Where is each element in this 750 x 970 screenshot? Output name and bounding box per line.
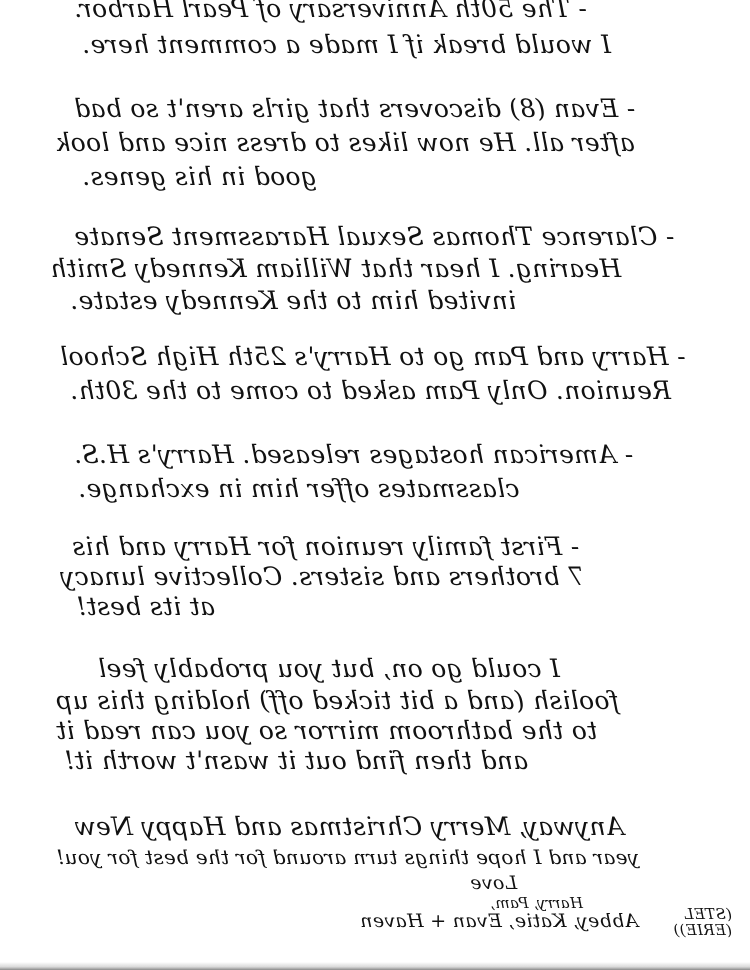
signature-note: (STEL (ERIE)): [673, 905, 732, 939]
closing-line-3: to the bathroom mirror so you can read it: [56, 716, 598, 745]
item-5-line-2: classmates offer him in exchange.: [78, 474, 520, 503]
greeting-line-2: year and I hope things turn around for the best for you!: [56, 845, 640, 869]
closing-line-4: and then find out it wasn't worth it!: [64, 746, 529, 775]
item-6-line-3: at its best!: [76, 592, 216, 621]
item-2-line-1: - Evan (8) discovers that girls aren't so bad: [74, 94, 636, 123]
item-1-line-2: I would break if I made a comment here.: [82, 30, 611, 59]
signature-family: Abbey, Katie, Evan + Haven: [360, 910, 639, 932]
item-4-line-2: Reunion. Only Pam asked to come to the 30th.: [70, 376, 671, 405]
item-4-line-1: - Harry and Pam go to Harry's 25th High School: [60, 342, 686, 371]
item-5-line-1: - American hostages released. Harry's H.S.: [74, 440, 634, 469]
item-2-line-2: after all. He now likes to dress nice and look: [55, 128, 635, 157]
item-3-line-3: invited him to the Kennedy estate.: [70, 286, 517, 315]
greeting-line-1: Anyway, Merry Christmas and Happy New: [74, 812, 624, 841]
item-3-line-2: Hearing. I hear that William Kennedy Smith: [50, 254, 622, 283]
signature-names: Harry, Pam,: [490, 894, 584, 912]
scan-bottom-edge: [0, 962, 750, 970]
closing-line-2: foolish (and a bit ticked off) holding this up: [56, 686, 619, 715]
closing-line-1: I could go on, but you probably feel: [98, 654, 560, 683]
item-3-line-1: - Clarence Thomas Sexual Harassment Senate: [74, 222, 675, 251]
signoff: Love: [470, 872, 518, 894]
item-6-line-2: 7 brothers and sisters. Collective lunacy: [60, 562, 585, 591]
item-2-line-3: good in his genes.: [82, 162, 317, 191]
item-6-line-1: - First family reunion for Harry and his: [72, 532, 580, 561]
item-1-line-1: - The 50th Anniversary of Pearl Harbor.: [74, 0, 587, 23]
